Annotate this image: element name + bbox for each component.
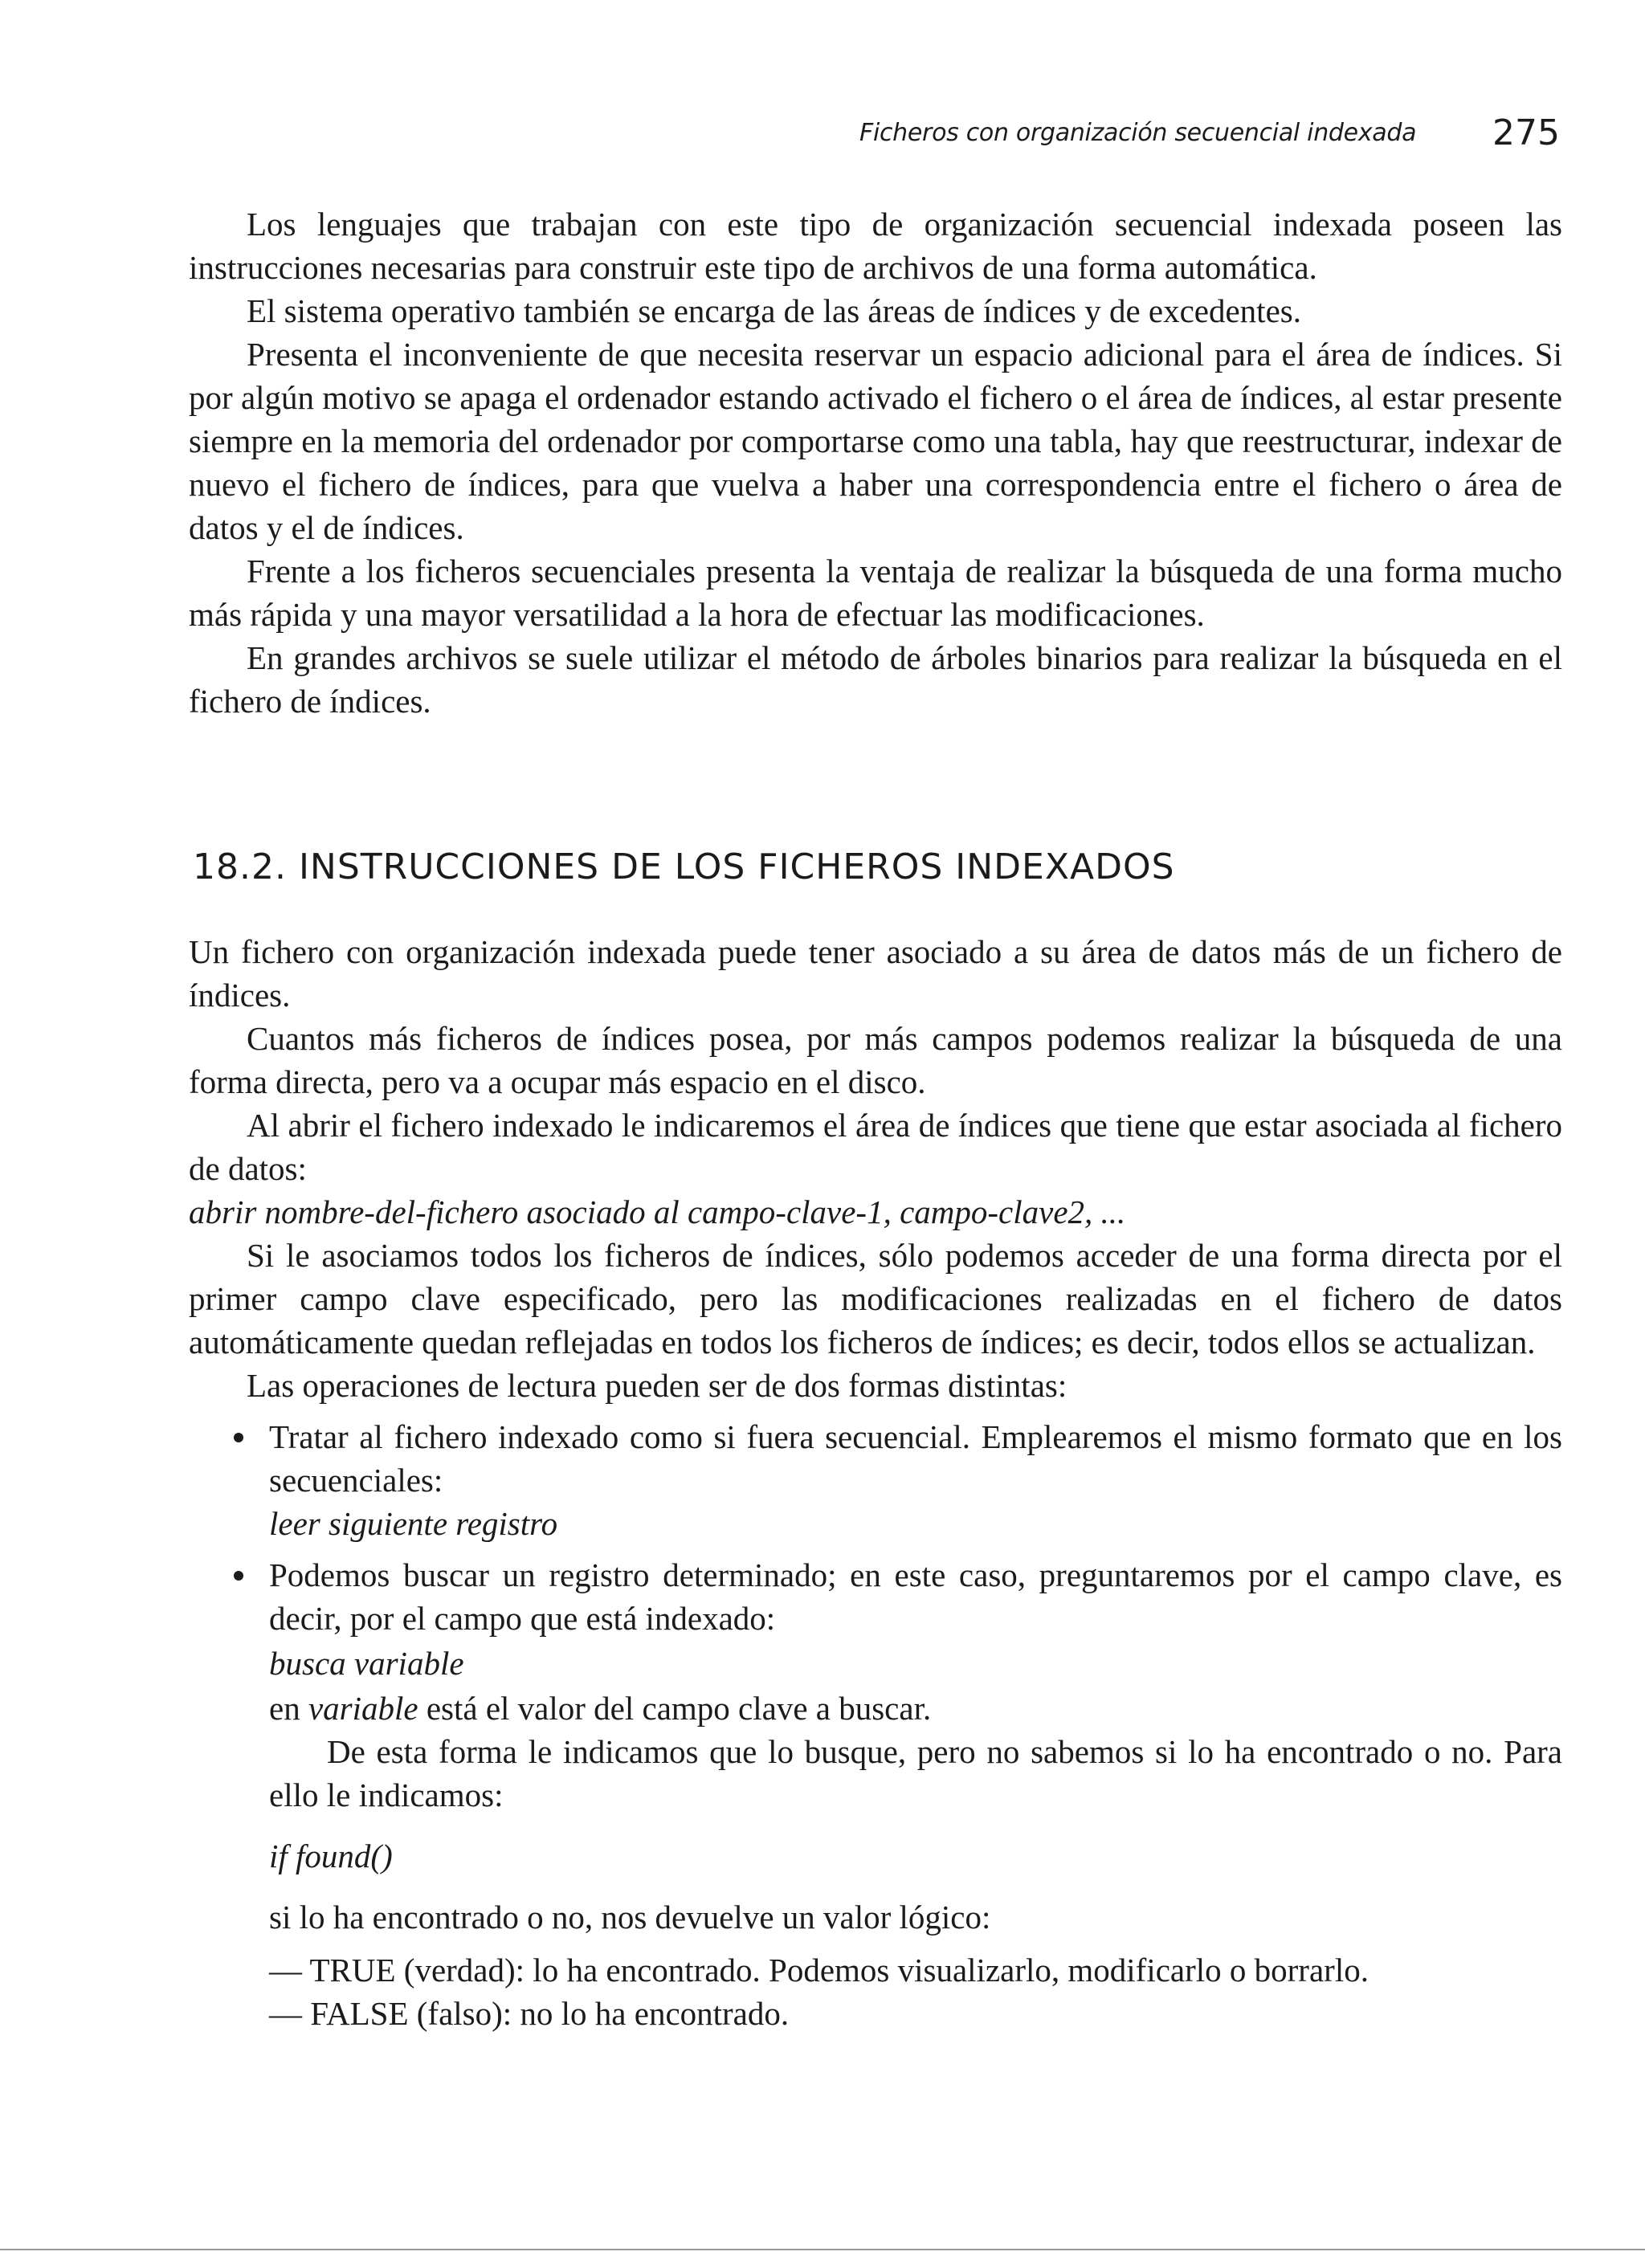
section-heading: 18.2. INSTRUCCIONES DE LOS FICHEROS INDEXADOS [193, 846, 1175, 887]
paragraph: Si le asociamos todos los ficheros de índices, sólo podemos acceder de una forma directa por el primer campo clave especificado, pero las modificaciones realizadas en el fichero de datos automáticamente quedan reflejadas en todos los ficheros de índices; es decir, todos ellos se actualizan. [189, 1237, 1562, 1360]
paragraph: Cuantos más ficheros de índices posea, por más campos podemos realizar la búsqueda de una forma directa, pero va a ocupar más espacio en el disco. [189, 1020, 1562, 1100]
paragraph: Al abrir el fichero indexado le indicaremos el área de índices que tiene que estar asociada al fichero de datos: [189, 1107, 1562, 1187]
bottom-rule [0, 2249, 1645, 2250]
variable-term: variable [308, 1690, 418, 1727]
bullet-text: Tratar al fichero indexado como si fuera secuencial. Emplearemos el mismo formato que en los secuenciales: [269, 1418, 1562, 1499]
bullet-item [189, 1553, 1562, 1640]
formula-open: abrir nombre-del-fichero asociado al campo-clave-1, campo-clave2, ... [189, 1193, 1126, 1230]
formula-read: leer siguiente registro [269, 1505, 558, 1542]
paragraph: Frente a los ficheros secuenciales presenta la ventaja de realizar la búsqueda de una forma mucho más rápida y una mayor versatilidad a la hora de efectuar las modificaciones. [189, 553, 1562, 633]
section-text [189, 930, 1562, 2035]
formula-found: if found() [269, 1838, 393, 1874]
formula-search: busca variable [269, 1645, 464, 1682]
page-number: 275 [1492, 112, 1560, 153]
bullet-icon [234, 1571, 243, 1581]
paragraph: En grandes archivos se suele utilizar el método de árboles binarios para realizar la búsqueda en el fichero de índices. [189, 639, 1562, 720]
bullet-item [189, 1415, 1562, 1502]
paragraph: Las operaciones de lectura pueden ser de dos formas distintas: [247, 1367, 1067, 1404]
bullet-text: Podemos buscar un registro determinado; en este caso, preguntaremos por el campo clave, es decir, por el campo que está indexado: [269, 1556, 1562, 1637]
paragraph: Los lenguajes que trabajan con este tipo de organización secuencial indexada poseen las instrucciones necesarias para construir este tipo de archivos de una forma automática. [189, 206, 1562, 286]
intro-text [189, 202, 1562, 723]
paragraph: El sistema operativo también se encarga de las áreas de índices y de excedentes. [247, 292, 1301, 329]
text-fragment: está el valor del campo clave a buscar. [418, 1690, 932, 1727]
text-fragment: en [269, 1690, 308, 1727]
paragraph: Presenta el inconveniente de que necesita reservar un espacio adicional para el área de índices. Si por algún motivo se apaga el ordenador estando activado el fichero o el área de índices, al estar presente siempre en la memoria del ordenador por comportarse como una tabla, hay que reestructurar, indexar de nuevo el fichero de índices, para que vuelva a haber una correspondencia entre el fichero o área de datos y el de índices. [189, 336, 1562, 546]
bullet-icon [234, 1433, 243, 1442]
paragraph: si lo ha encontrado o no, nos devuelve un valor lógico: [269, 1899, 991, 1936]
paragraph: De esta forma le indicamos que lo busque, pero no sabemos si lo ha encontrado o no. Para ello le indicamos: [269, 1733, 1562, 1813]
true-item: — TRUE (verdad): lo ha encontrado. Podemos visualizarlo, modificarlo o borrarlo. [269, 1952, 1369, 1989]
variable-explanation [189, 1687, 1562, 1730]
false-item: — FALSE (falso): no lo ha encontrado. [269, 1995, 790, 2032]
running-header: Ficheros con organización secuencial indexada [859, 119, 1417, 147]
paragraph: Un fichero con organización indexada puede tener asociado a su área de datos más de un fichero de índices. [189, 933, 1562, 1014]
